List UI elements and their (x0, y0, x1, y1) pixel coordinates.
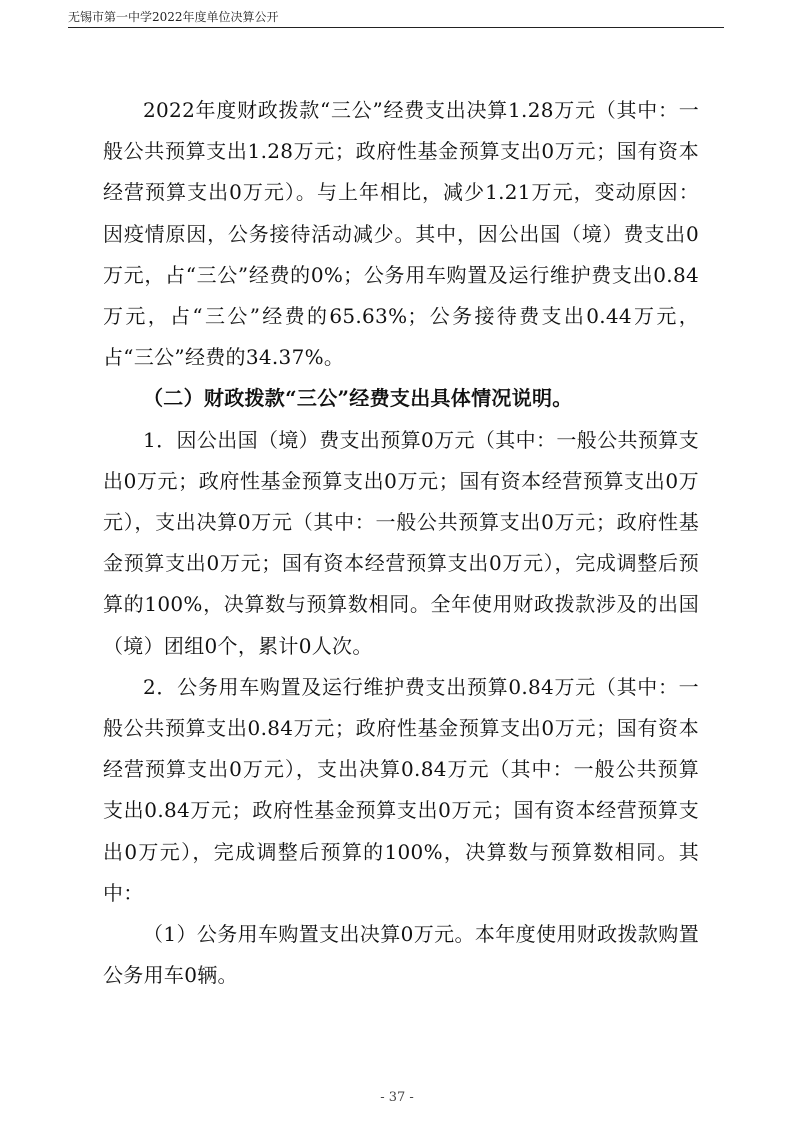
header-divider (68, 27, 724, 28)
document-body (103, 90, 699, 996)
page-number: - 37 - (380, 1090, 414, 1105)
page-header-title: 无锡市第一中学2022年度单位决算公开 (68, 10, 279, 24)
paragraph-vehicle-purchase: （1）公务用车购置支出决算0万元。本年度使用财政拨款购置公务用车0辆。 (103, 922, 699, 988)
paragraph-three-public-summary: 2022年度财政拨款“三公”经费支出决算1.28万元（其中：一般公共预算支出1.28万元；政府性基金预算支出0万元；国有资本经营预算支出0万元）。与上年相比，减少1.21万元，变动原因：因疫情原因，公务接待活动减少。其中，因公出国（境）费支出0万元，占“三公”经费的0%；公务用车购置及运行维护费支出0.84万元，占“三公”经费的65.63%；公务接待费支出0.44万元，占“三公”经费的34.37%。 (103, 98, 699, 370)
paragraph-overseas-travel: 1．因公出国（境）费支出预算0万元（其中：一般公共预算支出0万元；政府性基金预算支出0万元；国有资本经营预算支出0万元），支出决算0万元（其中：一般公共预算支出0万元；政府性基金预算支出0万元；国有资本经营预算支出0万元），完成调整后预算的100%，决算数与预算数相同。全年使用财政拨款涉及的出国（境）团组0个，累计0人次。 (103, 427, 699, 658)
section-subheading: （二）财政拨款“三公”经费支出具体情况说明。 (143, 386, 573, 411)
paragraph-official-vehicles: 2．公务用车购置及运行维护费支出预算0.84万元（其中：一般公共预算支出0.84万元；政府性基金预算支出0万元；国有资本经营预算支出0万元），支出决算0.84万元（其中：一般公共预算支出0.84万元；政府性基金预算支出0万元；国有资本经营预算支出0万元），完成调整后预算的100%，决算数与预算数相同。其中： (103, 674, 699, 905)
